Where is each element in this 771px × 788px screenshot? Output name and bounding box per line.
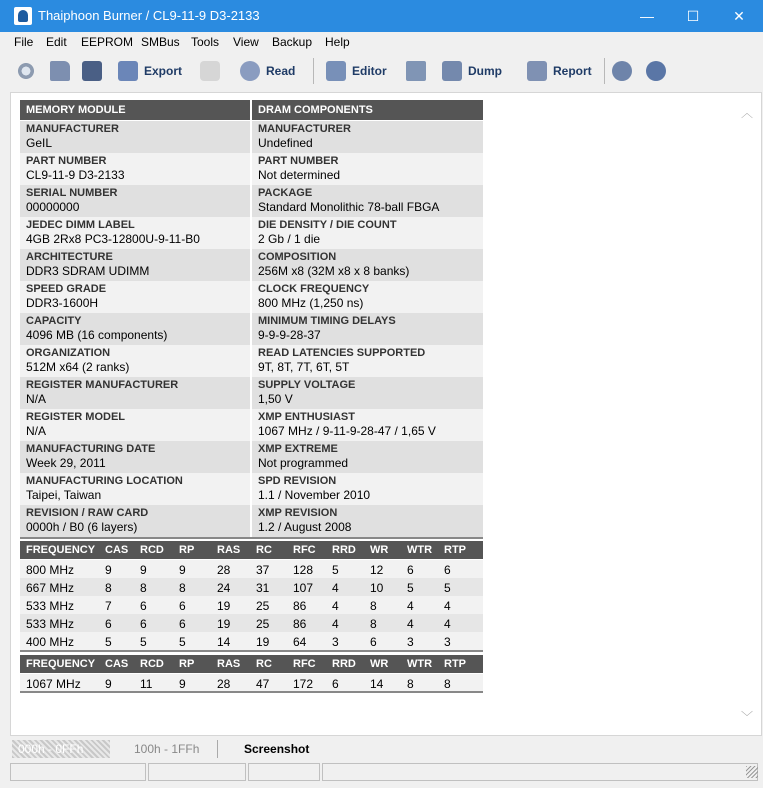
column-header: RP <box>179 544 195 556</box>
table-cell: 12 <box>370 563 384 577</box>
field-label: REVISION / RAW CARD <box>26 507 149 519</box>
field-label: SPEED GRADE <box>26 283 107 295</box>
window-title: Thaiphoon Burner / CL9-11-9 D3-2133 <box>38 8 260 23</box>
table-cell: 3 <box>332 635 339 649</box>
table-cell: 667 MHz <box>26 581 75 595</box>
menu-tools[interactable]: Tools <box>191 35 220 49</box>
table-cell: 19 <box>217 599 231 613</box>
field-label: ARCHITECTURE <box>26 251 113 263</box>
table-cell: 9 <box>179 563 186 577</box>
table-cell: 25 <box>256 617 270 631</box>
scroll-down-icon[interactable]: ﹀ <box>740 710 753 724</box>
dram-field <box>252 121 483 153</box>
field-value: Undefined <box>258 136 313 150</box>
table-cell: 9 <box>105 563 112 577</box>
dram-components-header: DRAM COMPONENTS <box>252 100 483 120</box>
dram-field <box>252 377 483 409</box>
resize-grip-icon[interactable] <box>746 766 758 778</box>
field-value: 1067 MHz / 9-11-9-28-47 / 1,65 V <box>258 424 436 438</box>
tab-000h-0ffh[interactable]: 000h - 0FFh <box>12 740 110 758</box>
column-header: FREQUENCY <box>26 658 96 670</box>
refresh-icon <box>646 61 666 81</box>
table-cell: 8 <box>140 581 147 595</box>
status-panel <box>148 763 246 781</box>
module-field <box>20 217 250 249</box>
field-value: DDR3 SDRAM UDIMM <box>26 264 150 278</box>
table-cell: 400 MHz <box>26 635 75 649</box>
menu-backup[interactable]: Backup <box>272 35 313 49</box>
tab-100h-1ffh[interactable]: 100h - 1FFh <box>134 742 200 756</box>
column-header: FREQUENCY <box>26 544 96 556</box>
column-header: CAS <box>105 658 129 670</box>
dram-field <box>252 249 483 281</box>
table-cell: 4 <box>332 581 339 595</box>
module-field <box>20 473 250 505</box>
table-cell: 47 <box>256 677 270 691</box>
dram-field <box>252 441 483 473</box>
table-row <box>20 596 483 614</box>
menu-help[interactable]: Help <box>325 35 350 49</box>
dump-icon <box>442 61 462 81</box>
field-label: JEDEC DIMM LABEL <box>26 219 135 231</box>
menu-bar <box>0 32 763 52</box>
table-cell: 8 <box>105 581 112 595</box>
field-label: MANUFACTURER <box>26 123 119 135</box>
tab-strip <box>10 738 762 760</box>
table-cell: 25 <box>256 599 270 613</box>
table-cell: 172 <box>293 677 314 691</box>
column-header: RAS <box>217 544 241 556</box>
table-cell: 533 MHz <box>26 617 75 631</box>
menu-eeprom[interactable]: EEPROM <box>81 35 134 49</box>
table-cell: 5 <box>140 635 147 649</box>
menu-edit[interactable]: Edit <box>46 35 67 49</box>
column-header: RRD <box>332 544 356 556</box>
field-label: XMP REVISION <box>258 507 338 519</box>
background-edge <box>763 0 771 788</box>
field-value: N/A <box>26 424 47 438</box>
field-value: 256M x8 (32M x8 x 8 banks) <box>258 264 410 278</box>
dram-field <box>252 313 483 345</box>
field-value: 2 Gb / 1 die <box>258 232 321 246</box>
table-cell: 11 <box>140 677 153 691</box>
table-cell: 19 <box>217 617 231 631</box>
field-label: REGISTER MODEL <box>26 411 126 423</box>
table-cell: 5 <box>179 635 186 649</box>
table-cell: 4 <box>444 617 451 631</box>
scroll-up-icon[interactable]: ︿ <box>740 106 753 120</box>
field-label: CAPACITY <box>26 315 82 327</box>
section-divider <box>20 650 483 652</box>
field-label: READ LATENCIES SUPPORTED <box>258 347 426 359</box>
search-button[interactable] <box>612 58 638 84</box>
table-cell: 9 <box>140 563 147 577</box>
read-button[interactable] <box>240 58 295 84</box>
field-value: 00000000 <box>26 200 80 214</box>
field-value: 1,50 V <box>258 392 293 406</box>
table-cell: 6 <box>140 599 147 613</box>
column-header: WTR <box>407 544 433 556</box>
column-header: RC <box>256 658 272 670</box>
report-button[interactable] <box>527 58 592 84</box>
field-label: SERIAL NUMBER <box>26 187 118 199</box>
title-bar[interactable] <box>0 0 763 32</box>
dram-field <box>252 345 483 377</box>
field-value: GeIL <box>26 136 53 150</box>
table-cell: 8 <box>370 617 377 631</box>
column-header: RP <box>179 658 195 670</box>
table-cell: 64 <box>293 635 307 649</box>
app-logo-icon <box>14 7 32 25</box>
table-cell: 10 <box>370 581 384 595</box>
field-value: Week 29, 2011 <box>26 456 106 470</box>
dram-field <box>252 217 483 249</box>
field-label: PART NUMBER <box>258 155 339 167</box>
minimize-button[interactable]: — <box>640 8 654 24</box>
table-cell: 28 <box>217 563 231 577</box>
field-value: 512M x64 (2 ranks) <box>26 360 130 374</box>
table-row <box>20 674 483 692</box>
table-cell: 28 <box>217 677 231 691</box>
export-button[interactable] <box>118 58 182 84</box>
xmp-timing-table-header <box>20 655 483 673</box>
table-cell: 4 <box>332 617 339 631</box>
field-value: DDR3-1600H <box>26 296 99 310</box>
save-icon <box>82 61 102 81</box>
field-value: 1.1 / November 2010 <box>258 488 371 502</box>
open-file-icon <box>50 61 70 81</box>
table-cell: 14 <box>217 635 231 649</box>
table-cell: 3 <box>444 635 451 649</box>
table-cell: 800 MHz <box>26 563 75 577</box>
field-label: MANUFACTURING DATE <box>26 443 156 455</box>
dram-field <box>252 185 483 217</box>
status-panel <box>322 763 758 781</box>
table-row <box>20 632 483 650</box>
module-field <box>20 409 250 441</box>
refresh-button[interactable] <box>646 58 672 84</box>
column-header: RRD <box>332 658 356 670</box>
field-value: Standard Monolithic 78-ball FBGA <box>258 200 440 214</box>
table-cell: 533 MHz <box>26 599 75 613</box>
field-value: Taipei, Taiwan <box>26 488 102 502</box>
field-label: MANUFACTURER <box>258 123 351 135</box>
read-label: Read <box>266 64 296 78</box>
field-label: ORGANIZATION <box>26 347 111 359</box>
memory-module-header: MEMORY MODULE <box>20 100 250 120</box>
column-header: RCD <box>140 544 164 556</box>
field-label: XMP EXTREME <box>258 443 338 455</box>
column-header: RCD <box>140 658 164 670</box>
table-cell: 1067 MHz <box>26 677 81 691</box>
menu-file[interactable]: File <box>14 35 34 49</box>
close-button[interactable]: ✕ <box>733 8 745 24</box>
wrench-icon <box>406 61 426 81</box>
table-cell: 6 <box>370 635 377 649</box>
editor-label: Editor <box>352 64 387 78</box>
table-cell: 86 <box>293 617 307 631</box>
toolbar <box>0 52 763 90</box>
table-row <box>20 614 483 632</box>
field-label: XMP ENTHUSIAST <box>258 411 355 423</box>
table-cell: 14 <box>370 677 384 691</box>
column-header: WR <box>370 658 389 670</box>
column-header: RFC <box>293 544 316 556</box>
open-button[interactable] <box>50 58 76 84</box>
table-cell: 4 <box>407 599 414 613</box>
table-cell: 19 <box>256 635 270 649</box>
field-value: 4GB 2Rx8 PC3-12800U-9-11-B0 <box>26 232 200 246</box>
search-icon <box>612 61 632 81</box>
table-cell: 6 <box>407 563 414 577</box>
table-cell: 6 <box>179 617 186 631</box>
maximize-button[interactable]: ☐ <box>686 8 700 24</box>
table-row <box>20 560 483 578</box>
status-panel <box>10 763 146 781</box>
table-cell: 24 <box>217 581 231 595</box>
table-cell: 3 <box>407 635 414 649</box>
field-value: Not programmed <box>258 456 349 470</box>
table-cell: 107 <box>293 581 314 595</box>
table-cell: 4 <box>407 617 414 631</box>
column-header: RC <box>256 544 272 556</box>
menu-view[interactable]: View <box>233 35 259 49</box>
dram-field <box>252 505 483 537</box>
dram-field <box>252 473 483 505</box>
lock-icon <box>200 61 220 81</box>
field-value: 9-9-9-28-37 <box>258 328 321 342</box>
field-label: REGISTER MANUFACTURER <box>26 379 179 391</box>
report-icon <box>527 61 547 81</box>
module-field <box>20 249 250 281</box>
table-cell: 8 <box>179 581 186 595</box>
column-header: CAS <box>105 544 129 556</box>
module-field <box>20 505 250 537</box>
table-cell: 31 <box>256 581 270 595</box>
toolbar-separator <box>604 58 605 84</box>
field-value: 0000h / B0 (6 layers) <box>26 520 138 534</box>
read-icon <box>240 61 260 81</box>
dump-label: Dump <box>468 64 502 78</box>
save-button[interactable] <box>82 58 108 84</box>
table-cell: 86 <box>293 599 307 613</box>
status-panel <box>248 763 320 781</box>
table-cell: 5 <box>332 563 339 577</box>
module-field <box>20 185 250 217</box>
field-value: Not determined <box>258 168 341 182</box>
dram-field <box>252 409 483 441</box>
module-field <box>20 153 250 185</box>
table-cell: 6 <box>332 677 339 691</box>
module-field <box>20 377 250 409</box>
column-header: RFC <box>293 658 316 670</box>
field-value: 800 MHz (1,250 ns) <box>258 296 364 310</box>
dram-field <box>252 153 483 185</box>
tab-screenshot[interactable]: Screenshot <box>244 742 310 756</box>
field-value: CL9-11-9 D3-2133 <box>26 168 125 182</box>
timing-table-header <box>20 541 483 559</box>
tab-separator <box>217 740 218 758</box>
status-bar <box>0 760 763 788</box>
gear-icon <box>16 61 36 81</box>
table-cell: 5 <box>444 581 451 595</box>
column-header: RTP <box>444 658 466 670</box>
field-label: SUPPLY VOLTAGE <box>258 379 356 391</box>
section-divider <box>20 537 483 539</box>
module-field <box>20 313 250 345</box>
field-label: DIE DENSITY / DIE COUNT <box>258 219 397 231</box>
field-value: 4096 MB (16 components) <box>26 328 168 342</box>
field-label: SPD REVISION <box>258 475 337 487</box>
menu-smbus[interactable]: SMBus <box>141 35 180 49</box>
table-row <box>20 578 483 596</box>
table-cell: 8 <box>407 677 414 691</box>
field-label: MANUFACTURING LOCATION <box>26 475 183 487</box>
export-label: Export <box>144 64 183 78</box>
column-header: RTP <box>444 544 466 556</box>
table-cell: 6 <box>105 617 112 631</box>
table-cell: 128 <box>293 563 314 577</box>
field-label: PART NUMBER <box>26 155 107 167</box>
table-cell: 6 <box>140 617 147 631</box>
table-cell: 8 <box>370 599 377 613</box>
column-header: WR <box>370 544 389 556</box>
editor-button[interactable] <box>326 58 387 84</box>
report-label: Report <box>553 64 592 78</box>
table-cell: 5 <box>407 581 414 595</box>
tools-button[interactable] <box>406 58 432 84</box>
table-cell: 8 <box>444 677 451 691</box>
editor-icon <box>326 61 346 81</box>
field-label: COMPOSITION <box>258 251 337 263</box>
table-cell: 5 <box>105 635 112 649</box>
module-field <box>20 345 250 377</box>
export-icon <box>118 61 138 81</box>
module-field <box>20 121 250 153</box>
table-cell: 6 <box>444 563 451 577</box>
field-value: 1.2 / August 2008 <box>258 520 352 534</box>
field-label: MINIMUM TIMING DELAYS <box>258 315 396 327</box>
table-cell: 9 <box>105 677 112 691</box>
table-cell: 4 <box>332 599 339 613</box>
lock-button[interactable] <box>200 58 226 84</box>
dump-button[interactable] <box>442 58 502 84</box>
toolbar-separator <box>313 58 314 84</box>
field-label: PACKAGE <box>258 187 313 199</box>
module-field <box>20 441 250 473</box>
column-header: WTR <box>407 658 433 670</box>
table-cell: 6 <box>179 599 186 613</box>
table-cell: 4 <box>444 599 451 613</box>
field-label: CLOCK FREQUENCY <box>258 283 370 295</box>
settings-button[interactable] <box>16 58 42 84</box>
section-divider <box>20 691 483 693</box>
field-value: 9T, 8T, 7T, 6T, 5T <box>258 360 350 374</box>
table-cell: 37 <box>256 563 270 577</box>
column-header: RAS <box>217 658 241 670</box>
table-cell: 7 <box>105 599 112 613</box>
table-cell: 9 <box>179 677 186 691</box>
module-field <box>20 281 250 313</box>
field-value: N/A <box>26 392 47 406</box>
dram-field <box>252 281 483 313</box>
